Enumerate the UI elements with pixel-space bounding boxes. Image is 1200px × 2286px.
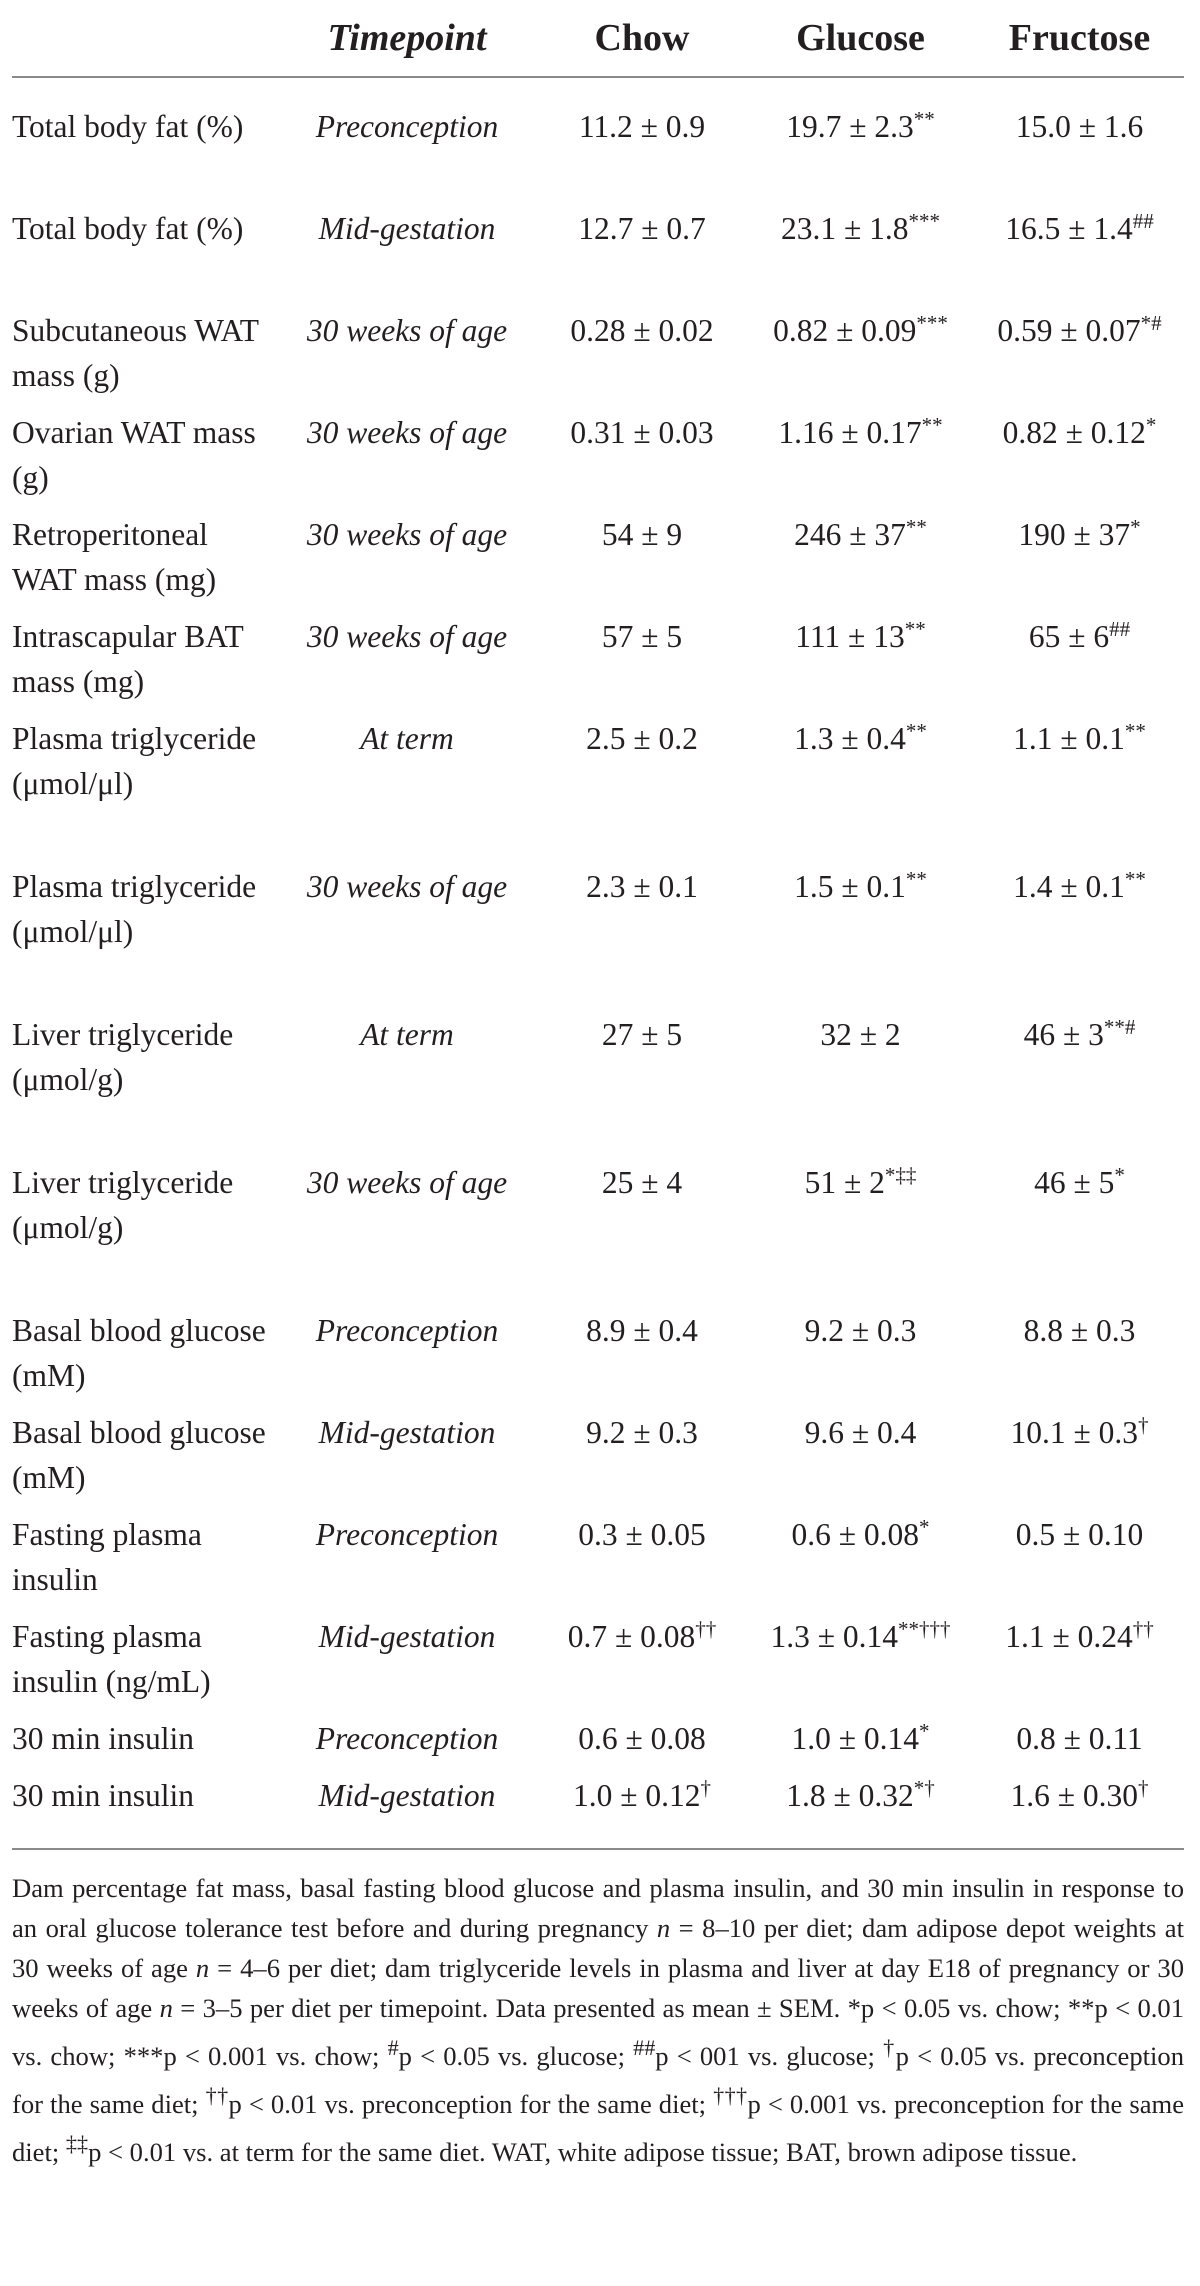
cell-significance: †† [1132, 1617, 1154, 1641]
footnote-segment: p < 001 vs. glucose; [655, 2040, 884, 2071]
cell-value: 1.0 ± 0.12 [572, 1778, 701, 1813]
cell-chow [538, 1512, 746, 1614]
cell-significance: * [919, 1515, 930, 1539]
cell-glucose [746, 206, 975, 308]
table-row [12, 512, 1184, 614]
footnote-italic-n: n [195, 1953, 210, 1983]
cell-chow [538, 1308, 746, 1410]
cell-value: 19.7 ± 2.3 [786, 109, 914, 144]
header-fructose: Fructose [975, 0, 1184, 77]
cell-value: 0.31 ± 0.03 [570, 415, 714, 450]
cell-significance: * [1145, 413, 1157, 437]
table-row [12, 614, 1184, 716]
cell-chow [538, 716, 746, 864]
cell-value: 8.8 ± 0.3 [1023, 1313, 1136, 1348]
footnote-segment: p < 0.05 vs. preconception for the same diet; [12, 2040, 1184, 2119]
row-timepoint: Preconception [315, 109, 499, 144]
row-timepoint: Preconception [315, 1313, 499, 1348]
cell-value: 27 ± 5 [601, 1017, 683, 1052]
cell-significance: ** [913, 107, 935, 131]
cell-significance: ** [905, 867, 927, 891]
cell-significance: *† [913, 1776, 935, 1800]
row-parameter: Liver triglyceride (μmol/g) [12, 1165, 234, 1245]
row-parameter: Retroperitoneal WAT mass (mg) [12, 517, 217, 597]
cell-glucose [746, 77, 975, 206]
cell-value: 0.82 ± 0.12 [1002, 415, 1146, 450]
row-timepoint: Preconception [315, 1517, 499, 1552]
cell-significance: ** [905, 719, 927, 743]
footnote-symbol: ## [633, 2035, 656, 2060]
cell-value: 246 ± 37 [794, 517, 906, 552]
cell-fructose [975, 1308, 1184, 1410]
cell-fructose [975, 206, 1184, 308]
cell-fructose [975, 1773, 1184, 1833]
row-timepoint: 30 weeks of age [306, 869, 508, 904]
cell-fructose [975, 1512, 1184, 1614]
footnote-segment: p < 0.05 vs. glucose; [398, 2040, 634, 2071]
cell-significance: * [1114, 1163, 1125, 1187]
row-timepoint: 30 weeks of age [306, 415, 508, 450]
table-header [12, 0, 1184, 77]
cell-value: 12.7 ± 0.7 [578, 211, 706, 246]
cell-glucose [746, 716, 975, 864]
cell-chow [538, 1410, 746, 1512]
cell-chow [538, 1716, 746, 1773]
row-timepoint: Mid-gestation [318, 1415, 496, 1450]
cell-value: 111 ± 13 [795, 619, 905, 654]
cell-value: 1.6 ± 0.30 [1010, 1778, 1139, 1813]
data-table [12, 0, 1184, 1833]
cell-significance: *# [1140, 311, 1162, 335]
cell-glucose [746, 1160, 975, 1308]
cell-value: 32 ± 2 [820, 1017, 901, 1052]
cell-value: 0.7 ± 0.08 [567, 1619, 696, 1654]
table-row [12, 1012, 1184, 1160]
cell-value: 9.2 ± 0.3 [586, 1415, 698, 1450]
cell-fructose [975, 716, 1184, 864]
table-row [12, 206, 1184, 308]
cell-value: 23.1 ± 1.8 [780, 211, 909, 246]
table-body [12, 77, 1184, 1833]
cell-value: 8.9 ± 0.4 [586, 1313, 698, 1348]
cell-glucose [746, 864, 975, 1012]
footnote-segment: p < 0.01 vs. at term for the same diet. WAT, white adipose tissue; BAT, brown adipose tissue. [88, 2136, 1078, 2167]
cell-value: 0.6 ± 0.08 [578, 1721, 706, 1756]
cell-value: 0.28 ± 0.02 [570, 313, 714, 348]
cell-significance: * [919, 1719, 930, 1743]
row-parameter: Total body fat (%) [12, 109, 244, 144]
footnote-symbol: † [883, 2035, 896, 2060]
header-glucose: Glucose [746, 0, 975, 77]
cell-glucose [746, 1614, 975, 1716]
cell-glucose [746, 614, 975, 716]
cell-chow [538, 1160, 746, 1308]
footnote-text [12, 1868, 1184, 2172]
cell-value: 0.3 ± 0.05 [578, 1517, 706, 1552]
cell-chow [538, 410, 746, 512]
cell-significance: ## [1132, 209, 1154, 233]
table-row [12, 1308, 1184, 1410]
table-row [12, 1614, 1184, 1716]
cell-fructose [975, 308, 1184, 410]
cell-significance: † [700, 1776, 712, 1800]
cell-glucose [746, 1716, 975, 1773]
footnote-italic-n: n [656, 1913, 671, 1943]
cell-fructose [975, 1410, 1184, 1512]
cell-chow [538, 77, 746, 206]
table-row [12, 1512, 1184, 1614]
cell-value: 57 ± 5 [601, 619, 683, 654]
header-parameter [12, 0, 276, 77]
cell-value: 54 ± 9 [601, 517, 683, 552]
footnote-segment: = 8–10 per diet; dam adipose depot weights at 30 weeks of age [12, 1913, 1184, 1983]
table-row [12, 864, 1184, 1012]
footnote-symbol: †† [205, 2082, 229, 2108]
row-parameter: Plasma triglyceride (μmol/μl) [12, 721, 257, 801]
row-timepoint: At term [360, 1017, 454, 1052]
row-timepoint: 30 weeks of age [306, 517, 508, 552]
row-parameter: Subcutaneous WAT mass (g) [12, 313, 259, 393]
row-timepoint: Preconception [315, 1721, 499, 1756]
footnote-segment: = 3–5 per diet per timepoint. Data presented as mean ± SEM. *p < 0.05 vs. chow; **p < 0.01 vs. chow; ***p < 0.001 vs. chow; [12, 1993, 1184, 2071]
cell-value: 9.6 ± 0.4 [804, 1415, 917, 1450]
footnote-segment: = 4–6 per diet; dam triglyceride levels in plasma and liver at day E18 of pregnancy or 30 weeks of age [12, 1953, 1184, 2023]
cell-value: 1.3 ± 0.14 [770, 1619, 899, 1654]
table-footnote [12, 1868, 1184, 2172]
cell-significance: ** [904, 617, 926, 641]
cell-value: 46 ± 3 [1023, 1017, 1104, 1052]
cell-significance: †† [695, 1617, 717, 1641]
row-timepoint: Mid-gestation [318, 1619, 496, 1654]
row-parameter: Total body fat (%) [12, 211, 244, 246]
cell-significance: ** [1124, 719, 1146, 743]
row-parameter: Ovarian WAT mass (g) [12, 415, 256, 495]
row-parameter: Fasting plasma insulin (ng/mL) [12, 1619, 211, 1699]
cell-chow [538, 206, 746, 308]
header-row [12, 0, 1184, 77]
cell-fructose [975, 512, 1184, 614]
row-timepoint: Mid-gestation [318, 211, 496, 246]
table-row [12, 308, 1184, 410]
cell-value: 0.59 ± 0.07 [997, 313, 1141, 348]
cell-chow [538, 1614, 746, 1716]
cell-fructose [975, 1614, 1184, 1716]
cell-value: 1.4 ± 0.1 [1013, 869, 1125, 904]
cell-value: 16.5 ± 1.4 [1005, 211, 1133, 246]
cell-glucose [746, 1773, 975, 1833]
table-row [12, 1410, 1184, 1512]
cell-fructose [975, 410, 1184, 512]
cell-glucose [746, 1410, 975, 1512]
cell-chow [538, 1012, 746, 1160]
footnote-symbol: # [387, 2035, 399, 2060]
cell-value: 1.1 ± 0.24 [1005, 1619, 1133, 1654]
cell-significance: ** [905, 515, 927, 539]
table-row [12, 410, 1184, 512]
cell-glucose [746, 1308, 975, 1410]
cell-value: 0.5 ± 0.10 [1015, 1517, 1144, 1552]
cell-fructose [975, 1012, 1184, 1160]
cell-value: 190 ± 37 [1018, 517, 1131, 552]
footnote-symbol: ††† [713, 2082, 748, 2108]
cell-value: 0.8 ± 0.11 [1016, 1721, 1143, 1756]
row-parameter: Fasting plasma insulin [12, 1517, 202, 1597]
cell-value: 10.1 ± 0.3 [1010, 1415, 1139, 1450]
header-timepoint: Timepoint [276, 0, 538, 77]
cell-chow [538, 308, 746, 410]
cell-value: 51 ± 2 [804, 1165, 885, 1200]
row-timepoint: 30 weeks of age [306, 313, 508, 348]
cell-glucose [746, 1012, 975, 1160]
cell-glucose [746, 410, 975, 512]
cell-value: 1.5 ± 0.1 [794, 869, 906, 904]
cell-significance: *** [916, 311, 948, 335]
cell-glucose [746, 512, 975, 614]
cell-value: 2.3 ± 0.1 [586, 869, 698, 904]
cell-value: 0.82 ± 0.09 [773, 313, 917, 348]
table-row [12, 716, 1184, 864]
cell-significance: *** [908, 209, 941, 233]
cell-fructose [975, 614, 1184, 716]
footnote-italic-n: n [159, 1993, 173, 2023]
row-timepoint: 30 weeks of age [306, 1165, 508, 1200]
cell-significance: † [1138, 1776, 1149, 1800]
row-parameter: Plasma triglyceride (μmol/μl) [12, 869, 257, 949]
table-row [12, 1716, 1184, 1773]
cell-value: 1.3 ± 0.4 [794, 721, 906, 756]
row-timepoint: 30 weeks of age [306, 619, 508, 654]
cell-value: 1.1 ± 0.1 [1013, 721, 1125, 756]
footnote-segment: p < 0.001 vs. preconception for the same diet; [12, 2088, 1185, 2167]
row-parameter: Basal blood glucose (mM) [12, 1313, 266, 1393]
row-parameter: 30 min insulin [12, 1778, 195, 1813]
table-row [12, 1160, 1184, 1308]
cell-value: 0.6 ± 0.08 [791, 1517, 920, 1552]
table-row [12, 1773, 1184, 1833]
cell-significance: * [1130, 515, 1141, 539]
footnote-symbol: ‡‡ [65, 2130, 89, 2156]
row-timepoint: Mid-gestation [318, 1778, 496, 1813]
row-parameter: Liver triglyceride (μmol/g) [12, 1017, 234, 1097]
footnote-segment: Dam percentage fat mass, basal fasting blood glucose and plasma insulin, and 30 min insulin in response to an oral glucose tolerance test before and during pregnancy [12, 1873, 1184, 1943]
cell-fructose [975, 77, 1184, 206]
cell-chow [538, 864, 746, 1012]
cell-fructose [975, 1160, 1184, 1308]
cell-chow [538, 512, 746, 614]
header-chow: Chow [538, 0, 746, 77]
cell-value: 11.2 ± 0.9 [578, 109, 706, 144]
cell-glucose [746, 1512, 975, 1614]
row-timepoint: At term [360, 721, 454, 756]
cell-significance: † [1138, 1413, 1149, 1437]
cell-value: 25 ± 4 [601, 1165, 683, 1200]
cell-value: 2.5 ± 0.2 [586, 721, 698, 756]
cell-significance: **# [1103, 1015, 1136, 1039]
row-parameter: Intrascapular BAT mass (mg) [12, 619, 244, 699]
cell-fructose [975, 864, 1184, 1012]
cell-significance: ** [921, 413, 943, 437]
cell-value: 15.0 ± 1.6 [1015, 109, 1144, 144]
row-parameter: 30 min insulin [12, 1721, 195, 1756]
cell-value: 65 ± 6 [1028, 619, 1110, 654]
cell-chow [538, 1773, 746, 1833]
cell-significance: ** [1124, 867, 1146, 891]
cell-significance: ## [1109, 617, 1131, 641]
row-parameter: Basal blood glucose (mM) [12, 1415, 266, 1495]
cell-significance: *‡‡ [884, 1163, 917, 1187]
cell-value: 1.16 ± 0.17 [778, 415, 922, 450]
table-bottom-rule [12, 1848, 1184, 1850]
cell-fructose [975, 1716, 1184, 1773]
footnote-segment: p < 0.01 vs. preconception for the same diet; [228, 2088, 714, 2119]
table-row [12, 77, 1184, 206]
cell-significance: **††† [898, 1617, 951, 1641]
cell-value: 46 ± 5 [1034, 1165, 1115, 1200]
cell-value: 1.8 ± 0.32 [786, 1778, 914, 1813]
cell-chow [538, 614, 746, 716]
cell-value: 1.0 ± 0.14 [791, 1721, 920, 1756]
cell-glucose [746, 308, 975, 410]
cell-value: 9.2 ± 0.3 [804, 1313, 917, 1348]
